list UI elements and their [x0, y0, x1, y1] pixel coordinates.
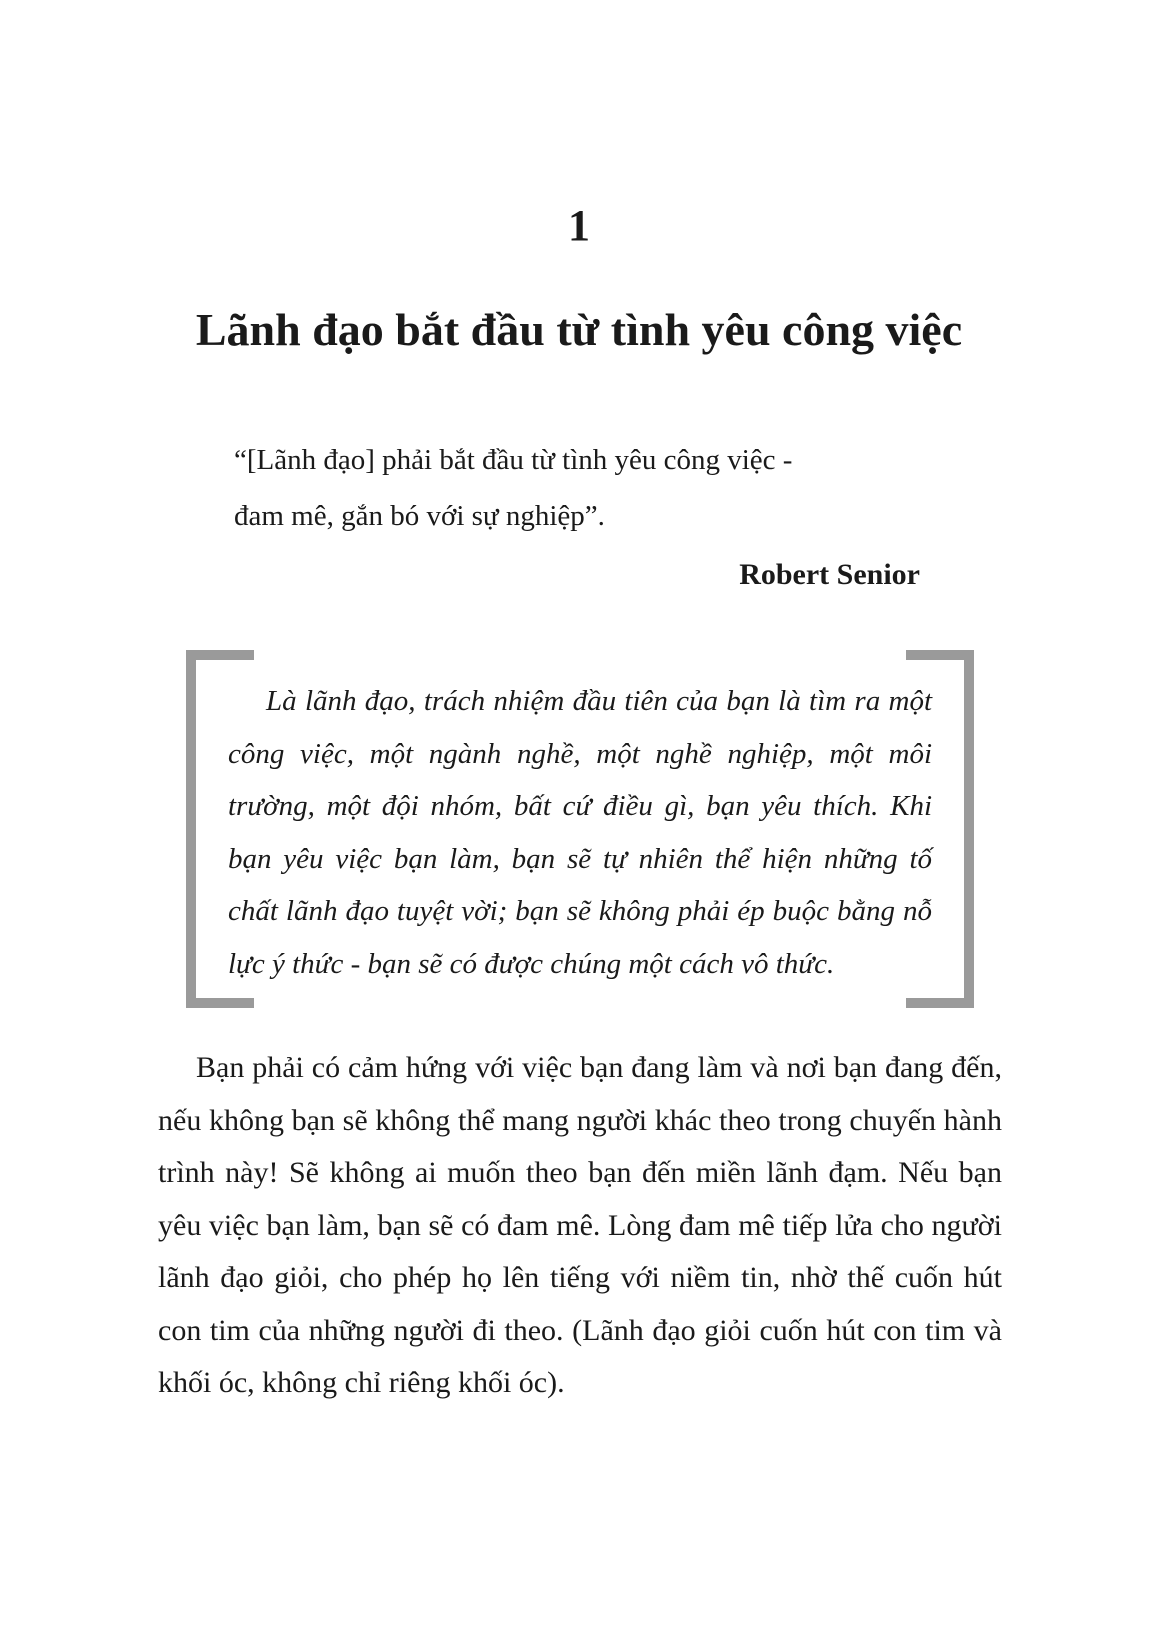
epigraph-line: đam mê, gắn bó với sự nghiệp”. [234, 500, 605, 532]
epigraph-author: Robert Senior [739, 558, 920, 591]
epigraph-line: “[Lãnh đạo] phải bắt đầu từ tình yêu công việc - [234, 444, 793, 476]
chapter-title: Lãnh đạo bắt đầu từ tình yêu công việc [195, 304, 963, 355]
callout-box [186, 650, 974, 1008]
epigraph-quote [234, 432, 934, 544]
body-paragraph: Bạn phải có cảm hứng với việc bạn đang làm và nơi bạn đang đến, nếu không bạn sẽ không thể mang người khác theo trong chuyến hành trình này! Sẽ không ai muốn theo bạn đến miền lãnh đạm. Nếu bạn yêu việc bạn làm, bạn sẽ có đam mê. Lòng đam mê tiếp lửa cho người lãnh đạo giỏi, cho phép họ lên tiếng với niềm tin, nhờ thế cuốn hút con tim của những người đi theo. (Lãnh đạo giỏi cuốn hút con tim và khối óc, không chỉ riêng khối óc). [158, 1051, 1002, 1399]
callout-text: Là lãnh đạo, trách nhiệm đầu tiên của bạn là tìm ra một công việc, một ngành nghề, một nghề nghiệp, một môi trường, một đội nhóm, bất cứ điều gì, bạn yêu thích. Khi bạn yêu việc bạn làm, bạn sẽ tự nhiên thể hiện những tố chất lãnh đạo tuyệt vời; bạn sẽ không phải ép buộc bằng nỗ lực ý thức - bạn sẽ có được chúng một cách vô thức. [228, 685, 932, 980]
chapter-number: 1 [568, 201, 590, 250]
